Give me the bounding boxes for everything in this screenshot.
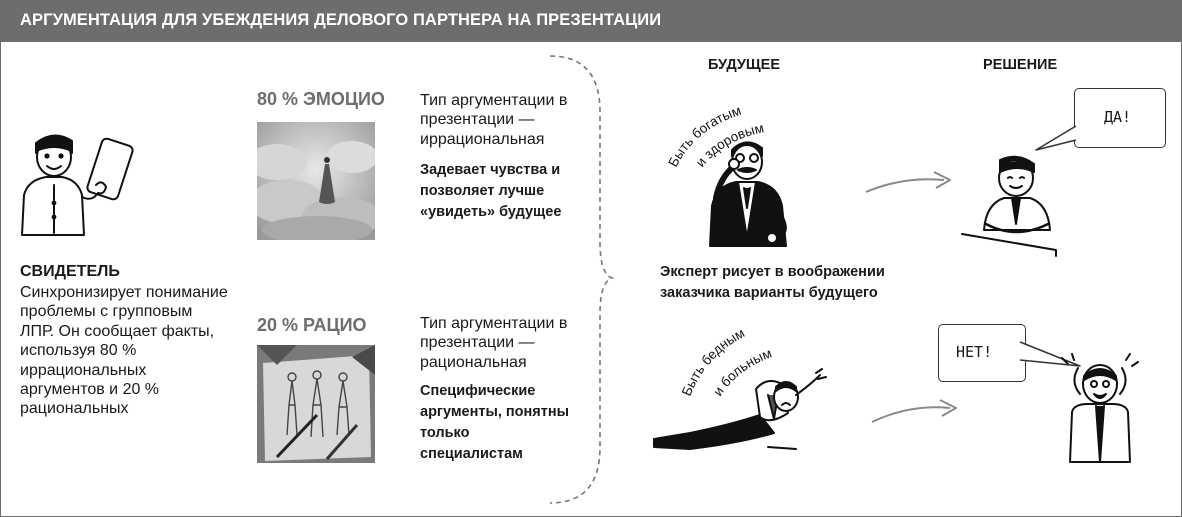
yes-text: ДА! (1104, 108, 1132, 126)
decision-heading: РЕШЕНИЕ (983, 57, 1058, 73)
witness-description: Синхронизирует понимание проблемы с групповым ЛПР. Он сообщает факты, используя 80 % иррациональных аргументов и 20 % рациональных (20, 284, 228, 418)
curved-arrow-icon (864, 168, 954, 198)
happy-client-icon (956, 150, 1066, 260)
emotion-type: Тип аргументации в презентации — иррациональная (420, 92, 568, 148)
rich-label-line1: Быть богатым (665, 102, 744, 170)
witness-title: СВИДЕТЕЛЬ (20, 263, 120, 280)
stressed-client-icon (1044, 352, 1154, 467)
page-title: АРГУМЕНТАЦИЯ ДЛЯ УБЕЖДЕНИЯ ДЕЛОВОГО ПАРТНЕРА НА ПРЕЗЕНТАЦИИ (20, 11, 662, 29)
ratio-percent: 20 % РАЦИО (257, 315, 367, 335)
header-bar (0, 0, 1182, 42)
man-with-tablet-icon (14, 125, 144, 255)
ratio-description: Специфические аргументы, понятны только специалистам (420, 383, 570, 462)
expert-description: Эксперт рисует в воображении заказчика варианты будущего (660, 264, 885, 301)
no-text: НЕТ! (956, 343, 993, 361)
fashion-sketches-photo (257, 345, 375, 463)
woman-in-clouds-photo (257, 122, 375, 240)
emotion-percent: 80 % ЭМОЦИО (257, 89, 385, 109)
rich-label-line2: и здоровым (692, 120, 766, 170)
curved-arrow-icon (870, 398, 960, 428)
dashed-brace (540, 52, 620, 507)
expert-mustache-icon (650, 88, 830, 253)
ratio-type: Тип аргументации в презентации — рациональная (420, 315, 568, 371)
future-heading: БУДУЩЕЕ (708, 57, 780, 73)
emotion-description: Задевает чувства и позволяет лучше «увидеть» будущее (420, 162, 562, 220)
poor-label-line2: и больным (710, 345, 774, 399)
crawling-man-icon (650, 315, 850, 465)
poor-label-line1: Быть бедным (678, 325, 748, 399)
